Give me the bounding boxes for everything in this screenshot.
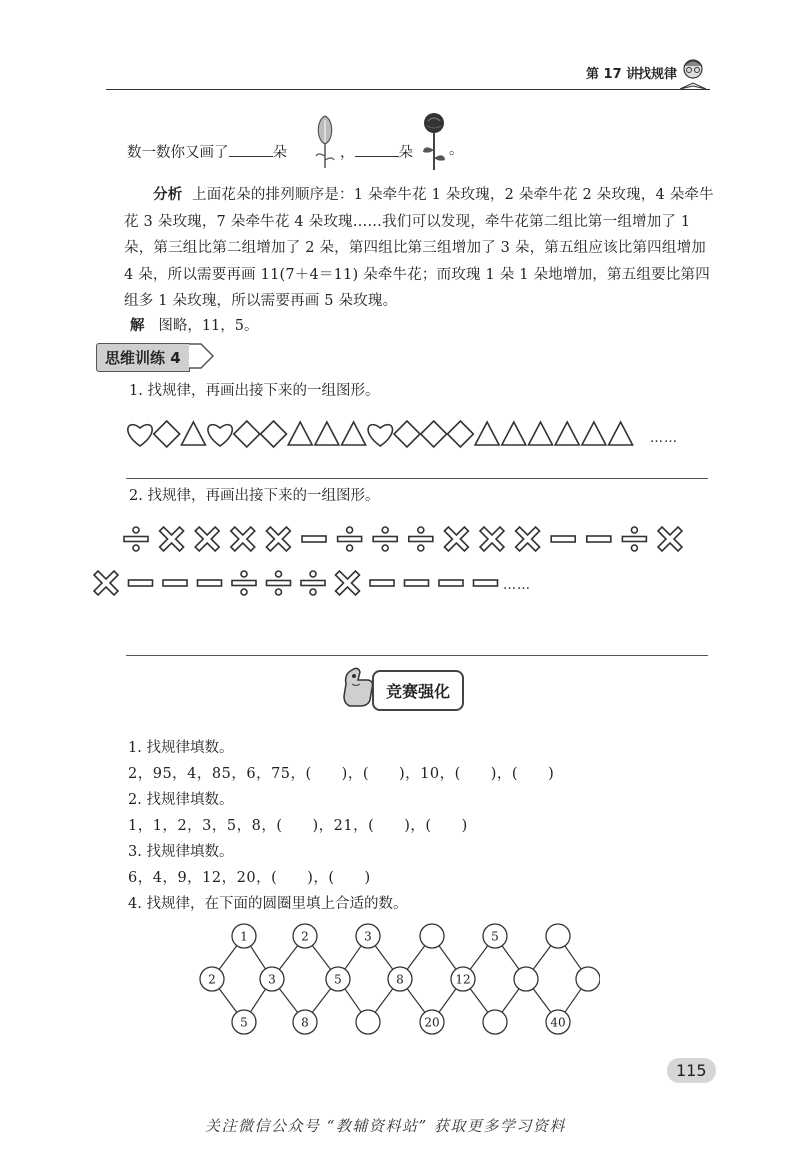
footer-note: 关注微信公众号 “教辅资料站” 获取更多学习资料	[205, 1117, 566, 1135]
minus-shape	[302, 536, 326, 542]
node-label: 3	[364, 929, 372, 944]
diagram-edge	[533, 946, 551, 970]
triangle-shape	[502, 422, 526, 445]
diagram-edge	[279, 989, 297, 1013]
cross-shape	[266, 527, 290, 551]
diamond-shape	[261, 421, 287, 447]
divide-shape	[232, 571, 256, 595]
ellipsis-1: ……	[650, 431, 678, 446]
diamond-shape	[394, 421, 420, 447]
diagram-edge	[312, 989, 330, 1013]
comp-q4: 4. 找规律，在下面的圆圈里填上合适的数。	[128, 896, 408, 912]
bottom-circle	[232, 1010, 256, 1034]
top-circle	[232, 924, 256, 948]
divide-shape	[373, 527, 397, 551]
divide-shape	[622, 527, 646, 551]
blank-1[interactable]	[229, 143, 273, 157]
triangle-shape	[315, 422, 339, 445]
middle-circle[interactable]	[576, 967, 600, 991]
minus-shape	[370, 580, 394, 586]
diagram-edge	[565, 989, 581, 1012]
diagram-edge	[251, 946, 266, 969]
top-circle[interactable]	[420, 924, 444, 948]
ellipsis-2: ……	[503, 578, 531, 593]
diagram-edge	[407, 946, 425, 970]
diagram-edge	[565, 946, 581, 969]
shape-sequence-1	[126, 418, 646, 450]
badge-arrow-icon	[189, 343, 215, 369]
divide-shape	[409, 527, 433, 551]
heart-shape	[128, 425, 152, 446]
minus-shape	[587, 536, 611, 542]
comp-q3: 3. 找规律填数。	[128, 844, 234, 860]
minus-shape	[439, 580, 463, 586]
student-reading-icon	[676, 56, 710, 92]
cross-shape	[658, 527, 682, 551]
middle-circle	[326, 967, 350, 991]
triangle-shape	[609, 422, 633, 445]
bottom-circle[interactable]	[356, 1010, 380, 1034]
question-end: 。	[449, 142, 464, 158]
circle-diagram	[190, 918, 600, 1042]
node-label: 40	[550, 1015, 566, 1030]
triangle-shape	[181, 422, 205, 445]
node-label: 5	[334, 972, 342, 987]
header-rule	[106, 89, 710, 90]
diagram-edge	[439, 989, 456, 1013]
shape-sequence-2b	[90, 566, 500, 600]
diagram-edge	[219, 946, 237, 970]
shape-sequence-2a	[120, 522, 710, 556]
divide-shape	[301, 571, 325, 595]
cross-shape	[231, 527, 255, 551]
diamond-shape	[154, 421, 180, 447]
middle-circle	[451, 967, 475, 991]
diagram-edge	[345, 989, 361, 1012]
rose-icon	[421, 110, 447, 172]
diagram-edge	[502, 946, 519, 970]
cross-shape	[160, 527, 184, 551]
comp-q1: 1. 找规律填数。	[128, 740, 234, 756]
diagram-edge	[470, 989, 488, 1013]
diagram-edge	[345, 946, 361, 969]
competition-title: 竞赛强化	[372, 670, 464, 711]
node-label: 1	[240, 929, 248, 944]
chapter-topic: 找规律	[638, 67, 678, 82]
minus-shape	[129, 580, 153, 586]
diagram-edge	[407, 989, 425, 1013]
answer-line-2[interactable]	[126, 655, 708, 656]
cross-shape	[444, 527, 468, 551]
divide-shape	[267, 571, 291, 595]
diamond-shape	[234, 421, 260, 447]
page-number: 115	[667, 1058, 716, 1083]
middle-circle	[260, 967, 284, 991]
bottom-circle	[293, 1010, 317, 1034]
question-line: 数一数你又画了 朵	[127, 145, 287, 161]
bottom-circle	[546, 1010, 570, 1034]
diagram-edge	[439, 946, 456, 970]
node-label: 8	[301, 1015, 309, 1030]
node-label: 2	[208, 972, 216, 987]
cross-shape	[336, 571, 360, 595]
divide-shape	[124, 527, 148, 551]
triangle-shape	[475, 422, 499, 445]
top-circle	[293, 924, 317, 948]
solution-line: 解 图略，11，5。	[130, 318, 259, 334]
morning-glory-icon	[313, 112, 337, 170]
training-q2: 2. 找规律，再画出接下来的一组图形。	[129, 488, 380, 504]
analysis-text: 上面花朵的排列顺序是：1 朵牵牛花 1 朵玫瑰，2 朵牵牛花 2 朵玫瑰，4 朵牵牛花 3 朵玫瑰，7 朵牵牛花 4 朵玫瑰……我们可以发现，牵牛花第二组比第一组增加了 1 朵，第三组比第二组增加了 2 朵，第四组比第三组增加了 3 朵，第五组应该比第四组增加 4 朵，所以需要再画 11(7＋4＝11) 朵牵牛花；而玫瑰 1 朵 1 朵地增加，第五组要比第四组多 1 朵玫瑰，所以需要再画 5 朵玫瑰。	[124, 187, 714, 309]
node-label: 3	[268, 972, 276, 987]
diagram-edge	[502, 989, 519, 1013]
minus-shape	[551, 536, 575, 542]
top-circle	[483, 924, 507, 948]
node-label: 12	[455, 972, 471, 987]
node-label: 2	[301, 929, 309, 944]
training-badge: 思维训练 4	[96, 343, 190, 372]
analysis-label: 分析	[153, 187, 183, 203]
answer-line-1[interactable]	[126, 478, 708, 479]
triangle-shape	[582, 422, 606, 445]
node-label: 8	[396, 972, 404, 987]
minus-shape	[474, 580, 498, 586]
cross-shape	[195, 527, 219, 551]
node-label: 5	[491, 929, 499, 944]
cross-shape	[480, 527, 504, 551]
diagram-edge	[312, 946, 330, 970]
question-line-2: ， 朵	[340, 145, 413, 161]
triangle-shape	[555, 422, 579, 445]
heart-shape	[368, 425, 392, 446]
top-circle	[356, 924, 380, 948]
middle-circle	[388, 967, 412, 991]
top-circle[interactable]	[546, 924, 570, 948]
diagram-edge	[251, 989, 266, 1012]
comp-a2: 1，1，2，3，5，8，( )，21，( )，( )	[128, 818, 468, 834]
triangle-shape	[288, 422, 312, 445]
diamond-shape	[421, 421, 447, 447]
diagram-edge	[219, 989, 237, 1013]
node-label: 20	[424, 1015, 440, 1030]
bottom-circle[interactable]	[483, 1010, 507, 1034]
diagram-edge	[375, 946, 393, 970]
minus-shape	[405, 580, 429, 586]
analysis-paragraph	[124, 182, 714, 315]
divide-shape	[338, 527, 362, 551]
diagram-edge	[375, 989, 393, 1013]
middle-circle[interactable]	[514, 967, 538, 991]
bottom-circle	[420, 1010, 444, 1034]
blank-2[interactable]	[355, 143, 399, 157]
cross-shape	[94, 571, 118, 595]
diagram-edge	[279, 946, 297, 970]
heart-shape	[208, 425, 232, 446]
training-q1: 1. 找规律，再画出接下来的一组图形。	[129, 383, 380, 399]
cross-shape	[516, 527, 540, 551]
minus-shape	[163, 580, 187, 586]
node-label: 5	[240, 1015, 248, 1030]
minus-shape	[198, 580, 222, 586]
triangle-shape	[342, 422, 366, 445]
diagram-edge	[470, 946, 488, 970]
triangle-shape	[529, 422, 553, 445]
diagram-edge	[533, 989, 551, 1013]
middle-circle	[200, 967, 224, 991]
comp-a3: 6，4，9，12，20，( )，( )	[128, 870, 371, 886]
diamond-shape	[447, 421, 473, 447]
comp-q2: 2. 找规律填数。	[128, 792, 234, 808]
chapter-label: 第 17 讲	[586, 67, 640, 82]
comp-a1: 2，95，4，85，6，75，( )，( )，10，( )，( )	[128, 766, 555, 782]
